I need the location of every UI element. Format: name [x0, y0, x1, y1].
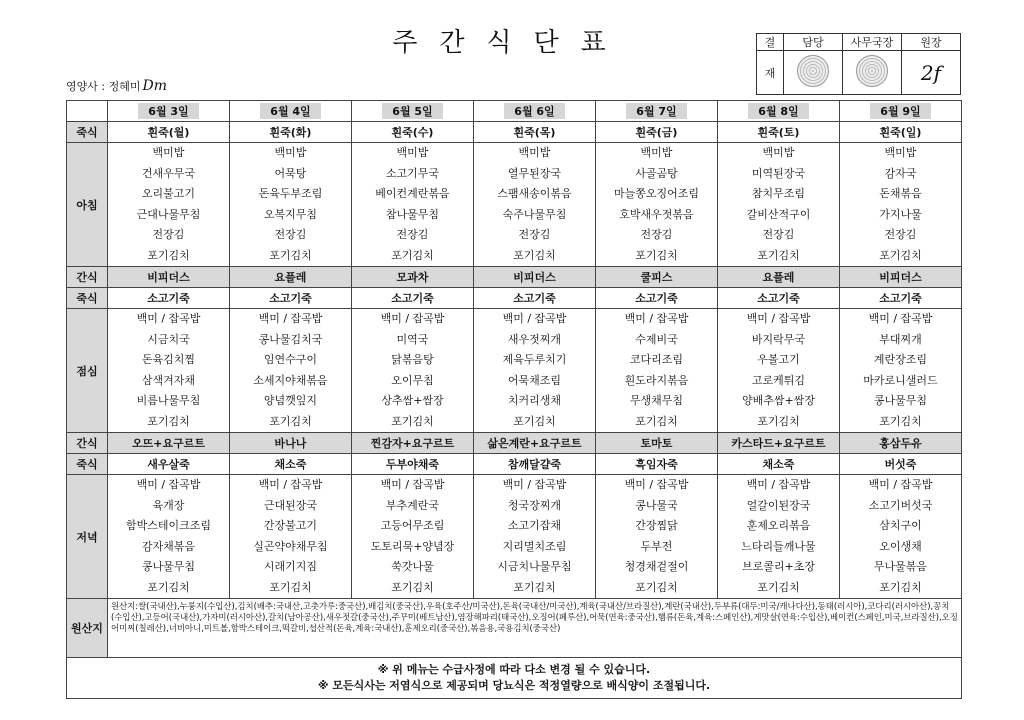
- menu-item: 전장김: [152, 228, 185, 241]
- snack1-cell: 비피더스: [840, 267, 962, 288]
- snack1-cell: 비피더스: [108, 267, 230, 288]
- date-header: [352, 101, 474, 122]
- menu-item: 시금치국: [147, 332, 190, 346]
- date-label: 6월 6일: [504, 103, 564, 119]
- menu-item: 수제비국: [635, 332, 678, 346]
- menu-item: 포기김치: [513, 580, 556, 594]
- lunch-porridge-cell: 소고기죽: [840, 288, 962, 309]
- lunch-porridge-cell: 소고기죽: [230, 288, 352, 309]
- dinner-porridge: [67, 454, 962, 475]
- menu-item: 감자채볶음: [141, 539, 196, 553]
- menu-item: 포기김치: [879, 580, 922, 594]
- breakfast-day-cell: [840, 143, 962, 267]
- menu-item: 치커리생채: [507, 394, 562, 407]
- snack2-cell: 오뜨+요구르트: [108, 433, 230, 454]
- breakfast-row: [67, 143, 962, 267]
- menu-item: 간장불고기: [263, 519, 318, 532]
- snack1-cell: 쿨피스: [596, 267, 718, 288]
- menu-item: 청국장찌개: [507, 498, 562, 512]
- snack2-cell: 삶은계란+요구르트: [474, 433, 596, 454]
- menu-item: 전장김: [396, 228, 429, 241]
- snack1-cell: 비피더스: [474, 267, 596, 288]
- menu-item: 무생채무침: [629, 394, 684, 407]
- lunch-day-cell: [230, 309, 352, 433]
- menu-item: 포기김치: [635, 580, 678, 594]
- menu-item: 마카로니샐러드: [863, 373, 938, 387]
- menu-item: 백미밥: [396, 146, 429, 159]
- menu-item: 오이무침: [391, 373, 434, 387]
- menu-item: 포기김치: [147, 248, 190, 262]
- date-header: [108, 101, 230, 122]
- dinner-day-cell: [840, 475, 962, 599]
- menu-item: 돈채볶음: [879, 187, 922, 200]
- approval-seal-staff: [784, 51, 843, 95]
- lunch-day-cell: [108, 309, 230, 433]
- breakfast-porridge-cell: 흰죽(금): [596, 122, 718, 143]
- menu-item: 백미 / 잡곡밥: [380, 312, 445, 325]
- dinner-porridge-cell: 흑임자죽: [596, 454, 718, 475]
- menu-item: 백미 / 잡곡밥: [258, 312, 323, 325]
- approval-header-director: 사무국장: [843, 34, 902, 51]
- menu-item: 도토리묵+양념장: [370, 539, 455, 553]
- breakfast-day-cell: [596, 143, 718, 267]
- date-label: 6월 9일: [870, 103, 930, 119]
- note-line: ※ 모든식사는 저염식으로 제공되며 당뇨식은 적정열량으로 배식양이 조절됩니다.: [317, 679, 711, 692]
- date-header: [474, 101, 596, 122]
- menu-item: 포기김치: [513, 248, 556, 262]
- approval-seal-director: [843, 51, 902, 95]
- menu-item: 숙주나물무침: [502, 207, 567, 221]
- date-header: [718, 101, 840, 122]
- breakfast-porridge-cell: 흰죽(화): [230, 122, 352, 143]
- menu-item: 상추쌈+쌈장: [381, 394, 444, 407]
- date-header: [230, 101, 352, 122]
- menu-item: 포기김치: [391, 248, 434, 262]
- menu-item: 스팸새송이볶음: [497, 187, 572, 200]
- approval-sign-head: [902, 51, 961, 95]
- menu-item: 전장김: [274, 228, 307, 241]
- weekly-menu-table: [66, 100, 962, 699]
- menu-item: 오복지무침: [263, 207, 318, 221]
- breakfast-day-cell: [108, 143, 230, 267]
- corner-cell: [67, 101, 108, 122]
- menu-item: 포기김치: [513, 414, 556, 428]
- menu-item: 포기김치: [757, 580, 800, 594]
- menu-item: 백미밥: [152, 146, 185, 159]
- date-label: 6월 8일: [748, 103, 808, 119]
- menu-item: 백미 / 잡곡밥: [746, 312, 811, 325]
- menu-item: 함박스테이크조림: [125, 519, 211, 532]
- menu-item: 삼치구이: [879, 519, 922, 532]
- menu-item: 얼갈이된장국: [746, 498, 811, 512]
- menu-item: 오리불고기: [141, 187, 196, 200]
- menu-item: 백미 / 잡곡밥: [258, 478, 323, 491]
- approval-header-staff: 담당: [784, 34, 843, 51]
- dinner-row: [67, 475, 962, 599]
- menu-item: 느타리들깨나물: [741, 539, 816, 553]
- menu-item: 미역국: [396, 332, 429, 346]
- snack2-cell: 찐감자+요구르트: [352, 433, 474, 454]
- lunch-porridge-cell: 소고기죽: [352, 288, 474, 309]
- lunch-label: 점심: [67, 309, 108, 433]
- menu-item: 백미 / 잡곡밥: [502, 312, 567, 325]
- menu-item: 백미 / 잡곡밥: [136, 312, 201, 325]
- menu-item: 포기김치: [391, 580, 434, 594]
- menu-item: 호박새우젓볶음: [619, 207, 694, 221]
- menu-item: 전장김: [518, 228, 551, 241]
- menu-item: 브로콜리+초장: [742, 560, 815, 573]
- menu-item: 시금치나물무침: [497, 560, 572, 573]
- menu-item: 양념깻잎지: [263, 394, 318, 407]
- menu-item: 우볼고기: [757, 353, 800, 366]
- menu-item: 콩나물무침: [873, 394, 928, 407]
- menu-item: 실곤약야채무침: [253, 539, 328, 553]
- menu-item: 사골곰탕: [635, 166, 678, 180]
- menu-item: 콩나물무침: [141, 560, 196, 573]
- menu-item: 백미 / 잡곡밥: [868, 478, 933, 491]
- menu-item: 무나물볶음: [873, 560, 928, 573]
- menu-item: 백미밥: [518, 146, 551, 159]
- dinner-porridge-cell: 채소죽: [718, 454, 840, 475]
- lunch-porridge-cell: 소고기죽: [474, 288, 596, 309]
- menu-item: 전장김: [640, 228, 673, 241]
- breakfast-porridge-cell: 흰죽(월): [108, 122, 230, 143]
- menu-item: 고등어무조림: [380, 519, 445, 532]
- menu-item: 오이생채: [879, 539, 922, 553]
- lunch-porridge-label: 죽식: [67, 288, 108, 309]
- menu-item: 포기김치: [635, 414, 678, 428]
- menu-item: 바지락무국: [751, 332, 806, 346]
- menu-item: 소세지야채볶음: [253, 373, 328, 387]
- menu-item: 포기김치: [269, 414, 312, 428]
- snack1-cell: 요플레: [718, 267, 840, 288]
- nutritionist-signature: Dm: [142, 78, 167, 94]
- origin-label: 원산지: [67, 599, 108, 658]
- handwritten-signature: 2f: [920, 60, 942, 85]
- menu-item: 고로케튀김: [751, 373, 806, 387]
- origin-text: 원산지:쌀(국내산),누룽지(수입산),김치(배추:국내산,고춧가루:중국산),배김치(중국산),우육(호주산/미국산),돈육(국내산/미국산),계육(국내산/브라질산),계란(국내산),두부류(대두:미국/캐나다산),동태(러시아),코다리(러시아산),꽁치(수입산),고등어(국내산),가자미(러시아산),갈치(남아공산),새우젓갈(중국산),주꾸미(베트남산),염장해파리(태국산),오징어(페루산),어묵(연육:중국산),햄류(돈육,계육:스페인산),게맛살(연육:수입산),베이컨(스페인,미국,브라질산),오징어미찌(칠레산),너비아니,미트볼,함박스테이크,떡갈비,섭산적(돈육,계육:국내산),훈제오리(중국산),볶음용,국용김치(중국산): [108, 599, 962, 658]
- breakfast-label: 아침: [67, 143, 108, 267]
- menu-item: 근대나물무침: [136, 207, 201, 221]
- seal-stamp: [856, 55, 888, 87]
- dinner-day-cell: [352, 475, 474, 599]
- dinner-day-cell: [108, 475, 230, 599]
- date-label: 6월 3일: [138, 103, 198, 119]
- dinner-porridge-cell: 참깨달걀죽: [474, 454, 596, 475]
- date-label: 6월 4일: [260, 103, 320, 119]
- menu-item: 부대찌개: [879, 332, 922, 346]
- approval-label-top: 결: [757, 34, 784, 51]
- snack2-label: 간식: [67, 433, 108, 454]
- lunch-day-cell: [718, 309, 840, 433]
- menu-item: 열무된장국: [507, 166, 562, 180]
- dinner-day-cell: [474, 475, 596, 599]
- breakfast-day-cell: [352, 143, 474, 267]
- menu-item: 근대된장국: [263, 498, 318, 512]
- menu-item: 포기김치: [269, 580, 312, 594]
- menu-item: 비름나물무침: [136, 394, 201, 407]
- dinner-day-cell: [718, 475, 840, 599]
- dinner-label: 저녁: [67, 475, 108, 599]
- snack2-cell: 바나나: [230, 433, 352, 454]
- menu-item: 포기김치: [147, 580, 190, 594]
- menu-item: 백미밥: [884, 146, 917, 159]
- menu-item: 미역된장국: [751, 166, 806, 180]
- breakfast-day-cell: [230, 143, 352, 267]
- approval-header-head: 원장: [902, 34, 961, 51]
- menu-item: 청경채겉절이: [624, 560, 689, 573]
- menu-item: 어묵탕: [274, 166, 307, 180]
- menu-item: 감자국: [884, 166, 917, 180]
- dinner-porridge-label: 죽식: [67, 454, 108, 475]
- menu-item: 백미 / 잡곡밥: [502, 478, 567, 491]
- menu-item: 백미 / 잡곡밥: [624, 478, 689, 491]
- menu-item: 제육두루치기: [502, 353, 567, 366]
- menu-item: 쑥갓나물: [391, 560, 434, 573]
- menu-item: 콩나물국: [635, 498, 678, 512]
- menu-item: 백미 / 잡곡밥: [380, 478, 445, 491]
- notes-cell: [67, 658, 962, 699]
- approval-box: [756, 33, 961, 95]
- menu-item: 육개장: [152, 498, 185, 512]
- menu-item: 양배추쌈+쌈장: [742, 394, 815, 407]
- menu-item: 훈제오리볶음: [746, 519, 811, 532]
- menu-item: 참나물무침: [385, 207, 440, 221]
- lunch-day-cell: [352, 309, 474, 433]
- snack2: [67, 433, 962, 454]
- date-label: 6월 5일: [382, 103, 442, 119]
- date-header: [596, 101, 718, 122]
- lunch-porridge: [67, 288, 962, 309]
- menu-item: 삼색겨자채: [141, 373, 196, 387]
- menu-item: 백미밥: [762, 146, 795, 159]
- snack2-cell: 홍삼두유: [840, 433, 962, 454]
- lunch-row: [67, 309, 962, 433]
- dinner-day-cell: [230, 475, 352, 599]
- menu-item: 가지나물: [879, 207, 922, 221]
- breakfast-porridge-cell: 흰죽(목): [474, 122, 596, 143]
- menu-item: 흰도라지볶음: [624, 373, 689, 387]
- menu-item: 부추계란국: [385, 498, 440, 512]
- menu-item: 콩나물김치국: [258, 332, 323, 346]
- breakfast-porridge: [67, 122, 962, 143]
- menu-item: 포기김치: [269, 248, 312, 262]
- menu-item: 임연수구이: [263, 353, 318, 366]
- menu-item: 포기김치: [879, 414, 922, 428]
- menu-item: 백미밥: [274, 146, 307, 159]
- date-header: [840, 101, 962, 122]
- breakfast-day-cell: [474, 143, 596, 267]
- breakfast-porridge-label: 죽식: [67, 122, 108, 143]
- menu-item: 간장찜닭: [635, 519, 678, 532]
- menu-item: 포기김치: [757, 414, 800, 428]
- menu-item: 백미 / 잡곡밥: [868, 312, 933, 325]
- seal-stamp: [797, 55, 829, 87]
- snack1-label: 간식: [67, 267, 108, 288]
- nutritionist-line: [66, 78, 167, 94]
- dinner-porridge-cell: 버섯죽: [840, 454, 962, 475]
- snack2-cell: 토마토: [596, 433, 718, 454]
- menu-item: 지리멸치조림: [502, 539, 567, 553]
- menu-item: 두부전: [640, 539, 673, 553]
- menu-item: 포기김치: [879, 248, 922, 262]
- date-header-row: [67, 101, 962, 122]
- menu-item: 포기김치: [635, 248, 678, 262]
- dinner-day-cell: [596, 475, 718, 599]
- menu-item: 코다리조림: [629, 353, 684, 366]
- menu-item: 소고기잡채: [507, 519, 562, 532]
- menu-item: 베이컨계란볶음: [375, 187, 450, 200]
- menu-item: 소고기무국: [385, 166, 440, 180]
- menu-item: 닭볶음탕: [391, 353, 434, 366]
- breakfast-porridge-cell: 흰죽(토): [718, 122, 840, 143]
- dinner-porridge-cell: 새우살죽: [108, 454, 230, 475]
- breakfast-porridge-cell: 흰죽(일): [840, 122, 962, 143]
- breakfast-day-cell: [718, 143, 840, 267]
- lunch-porridge-cell: 소고기죽: [596, 288, 718, 309]
- menu-item: 포기김치: [757, 248, 800, 262]
- snack2-cell: 카스타드+요구르트: [718, 433, 840, 454]
- dinner-porridge-cell: 두부야채죽: [352, 454, 474, 475]
- menu-item: 돈육두부조림: [258, 187, 323, 200]
- menu-item: 전장김: [884, 228, 917, 241]
- menu-item: 시래기지짐: [263, 560, 318, 573]
- dinner-porridge-cell: 채소죽: [230, 454, 352, 475]
- menu-item: 새우젓찌개: [507, 332, 562, 346]
- menu-item: 어묵채조림: [507, 373, 562, 387]
- snack1-cell: 모과차: [352, 267, 474, 288]
- snack1: [67, 267, 962, 288]
- menu-item: 포기김치: [391, 414, 434, 428]
- menu-item: 참치무조림: [751, 187, 806, 200]
- lunch-porridge-cell: 소고기죽: [718, 288, 840, 309]
- lunch-day-cell: [596, 309, 718, 433]
- nutritionist-label: 영양사 : 정혜미: [66, 80, 141, 93]
- menu-item: 백미 / 잡곡밥: [746, 478, 811, 491]
- menu-item: 돈육김치찜: [141, 353, 196, 366]
- menu-item: 마늘쫑오징어조림: [613, 187, 699, 200]
- lunch-day-cell: [474, 309, 596, 433]
- menu-item: 백미밥: [640, 146, 673, 159]
- snack1-cell: 요플레: [230, 267, 352, 288]
- menu-item: 백미 / 잡곡밥: [136, 478, 201, 491]
- menu-item: 백미 / 잡곡밥: [624, 312, 689, 325]
- menu-item: 소고기버섯국: [868, 498, 933, 512]
- approval-label-bottom: 재: [757, 51, 784, 95]
- lunch-day-cell: [840, 309, 962, 433]
- menu-item: 갈비산적구이: [746, 207, 811, 221]
- date-label: 6월 7일: [626, 103, 686, 119]
- note-line: ※ 위 메뉴는 수급사정에 따라 다소 변경 될 수 있습니다.: [377, 663, 651, 676]
- lunch-porridge-cell: 소고기죽: [108, 288, 230, 309]
- menu-item: 건새우무국: [141, 166, 196, 180]
- menu-item: 계란장조림: [873, 353, 928, 366]
- menu-item: 전장김: [762, 228, 795, 241]
- breakfast-porridge-cell: 흰죽(수): [352, 122, 474, 143]
- menu-item: 포기김치: [147, 414, 190, 428]
- page-title: 주간식단표: [392, 28, 628, 58]
